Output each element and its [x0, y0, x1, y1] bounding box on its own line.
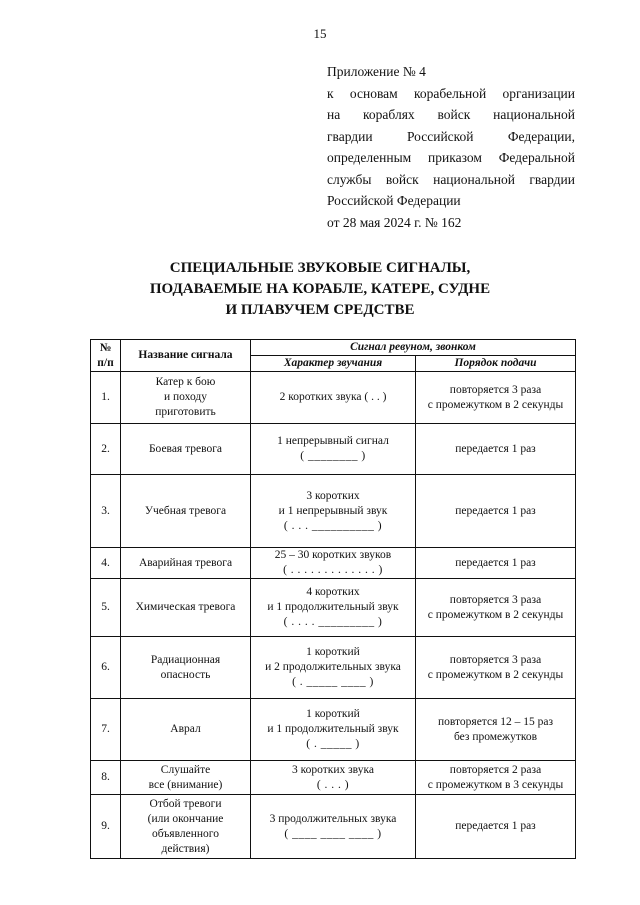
cell-sound-character — [251, 548, 416, 579]
sound-pattern: ( . _____ ) — [306, 738, 360, 750]
cell-signal-name — [121, 372, 251, 424]
cell-number: 6. — [91, 637, 121, 699]
cell-sound-character — [251, 372, 416, 424]
order-line: без промежутков — [453, 730, 538, 743]
cell-order — [416, 637, 576, 699]
cell-number: 2. — [91, 424, 121, 475]
cell-order — [416, 579, 576, 637]
cell-signal-name — [121, 795, 251, 859]
order-line: повторяется 3 раза — [449, 593, 542, 606]
appendix-line: Приложение № 4 — [327, 64, 426, 79]
header-number-line: № — [99, 341, 112, 354]
header-signal-group: Сигнал ревуном, звонком — [251, 340, 576, 356]
cell-number: 9. — [91, 795, 121, 859]
cell-sound-character — [251, 475, 416, 548]
signal-name-line: Слушайте — [160, 763, 211, 776]
signal-name-line: Радиационная — [150, 653, 221, 666]
table-row — [91, 475, 576, 548]
order-line: передается 1 раз — [455, 556, 536, 569]
cell-order — [416, 372, 576, 424]
table-row — [91, 372, 576, 424]
signals-table — [90, 339, 576, 859]
cell-signal-name — [121, 424, 251, 475]
appendix-line: на кораблях войск национальной — [327, 107, 575, 122]
signal-name-line: Аварийная тревога — [138, 556, 233, 569]
sound-pattern: ( . . . . _________ ) — [283, 616, 383, 628]
sound-pattern: ( . . . ) — [316, 778, 350, 791]
cell-order — [416, 699, 576, 761]
title-line: СПЕЦИАЛЬНЫЕ ЗВУКОВЫЕ СИГНАЛЫ, — [169, 260, 471, 276]
table-body — [91, 372, 576, 859]
appendix-block — [327, 61, 575, 233]
sound-pattern: ( . . . __________ ) — [283, 519, 383, 532]
order-line: с промежутком в 2 секунды — [427, 668, 564, 681]
cell-number: 1. — [91, 372, 121, 424]
signal-name-line: Аврал — [170, 723, 201, 735]
signal-name-line: Учебная тревога — [144, 504, 227, 517]
cell-sound-character — [251, 795, 416, 859]
appendix-line: определенным приказом Федеральной — [327, 150, 575, 165]
table-row — [91, 795, 576, 859]
sound-description-line: 3 продолжительных звука — [269, 812, 397, 825]
cell-signal-name — [121, 579, 251, 637]
sound-pattern: ( ____ ____ ____ ) — [284, 827, 382, 840]
cell-sound-character — [251, 699, 416, 761]
order-line: передается 1 раз — [455, 504, 536, 517]
cell-signal-name — [121, 548, 251, 579]
order-line: повторяется 12 – 15 раз — [437, 715, 554, 728]
sound-pattern: ( . _____ ____ ) — [292, 676, 374, 688]
table-header-row — [91, 340, 576, 356]
cell-number: 5. — [91, 579, 121, 637]
signal-name-line: Боевая тревога — [148, 442, 223, 455]
table-row — [91, 548, 576, 579]
order-line: повторяется 3 раза — [449, 383, 542, 396]
sound-description-line: 1 короткий — [306, 646, 360, 658]
signal-name-line: и походу — [164, 391, 207, 403]
order-line: передается 1 раз — [455, 442, 536, 455]
cell-number: 8. — [91, 761, 121, 795]
cell-number: 4. — [91, 548, 121, 579]
signal-name-line: Химическая тревога — [135, 601, 236, 613]
order-line: с промежутком в 2 секунды — [427, 608, 564, 621]
cell-sound-character — [251, 424, 416, 475]
page-number: 15 — [313, 26, 327, 41]
sound-description-line: и 1 продолжительный звук — [267, 601, 399, 613]
table-row — [91, 761, 576, 795]
table-row — [91, 424, 576, 475]
table-row — [91, 699, 576, 761]
appendix-line: службы войск национальной гвардии — [327, 171, 575, 187]
signal-name-line: (или окончание — [147, 812, 224, 825]
sound-description-line: и 1 продолжительный звук — [267, 723, 399, 735]
document-title — [0, 258, 640, 321]
sound-description-line: 25 – 30 коротких звуков — [274, 549, 392, 561]
cell-number: 3. — [91, 475, 121, 548]
cell-signal-name — [121, 699, 251, 761]
order-line: с промежутком в 2 секунды — [427, 398, 564, 411]
order-line: повторяется 3 раза — [449, 653, 542, 666]
header-sound-character: Характер звучания — [251, 356, 416, 372]
order-line: повторяется 2 раза — [449, 763, 542, 776]
appendix-line: Российской Федерации — [327, 193, 461, 208]
cell-sound-character — [251, 579, 416, 637]
sound-description-line: 3 коротких — [306, 489, 360, 502]
header-signal-name: Название сигнала — [121, 340, 251, 372]
title-line: И ПЛАВУЧЕМ СРЕДСТВЕ — [225, 302, 415, 318]
sound-description-line: 2 коротких звука ( . . ) — [279, 391, 387, 403]
sound-description-line: 1 непрерывный сигнал — [277, 435, 389, 447]
table-row — [91, 579, 576, 637]
signal-name-line: действия) — [161, 842, 210, 855]
table-row — [91, 637, 576, 699]
cell-signal-name — [121, 475, 251, 548]
sound-description-line: 1 короткий — [306, 708, 360, 720]
cell-order — [416, 548, 576, 579]
cell-order — [416, 424, 576, 475]
signal-name-line: объявленного — [152, 827, 219, 840]
cell-sound-character — [251, 761, 416, 795]
order-line: передается 1 раз — [455, 820, 536, 832]
title-line: ПОДАВАЕМЫЕ НА КОРАБЛЕ, КАТЕРЕ, СУДНЕ — [149, 281, 491, 297]
header-number — [91, 340, 121, 372]
sound-description-line: 4 коротких — [306, 586, 360, 598]
signal-name-line: приготовить — [155, 406, 216, 418]
appendix-line: от 28 мая 2024 г. № 162 — [327, 214, 462, 230]
sound-pattern: ( . . . . . . . . . . . . . ) — [283, 564, 383, 576]
sound-description-line: и 2 продолжительных звука — [265, 661, 401, 673]
order-line: с промежутком в 3 секунды — [427, 778, 564, 791]
header-order: Порядок подачи — [416, 356, 576, 372]
signal-name-line: Отбой тревоги — [149, 797, 222, 810]
cell-sound-character — [251, 637, 416, 699]
cell-order — [416, 795, 576, 859]
sound-description-line: и 1 непрерывный звук — [278, 504, 388, 517]
cell-number: 7. — [91, 699, 121, 761]
signal-name-line: Катер к бою — [155, 376, 216, 388]
sound-pattern: ( ________ ) — [300, 450, 366, 462]
signal-name-line: все (внимание) — [148, 778, 223, 791]
sound-description-line: 3 коротких звука — [292, 763, 374, 776]
header-number-line: п/п — [97, 356, 114, 369]
appendix-line: к основам корабельной организации — [327, 85, 575, 101]
cell-signal-name — [121, 637, 251, 699]
signal-name-line: опасность — [160, 668, 211, 681]
cell-order — [416, 475, 576, 548]
cell-order — [416, 761, 576, 795]
appendix-line: гвардии Российской Федерации, — [327, 128, 575, 144]
cell-signal-name — [121, 761, 251, 795]
